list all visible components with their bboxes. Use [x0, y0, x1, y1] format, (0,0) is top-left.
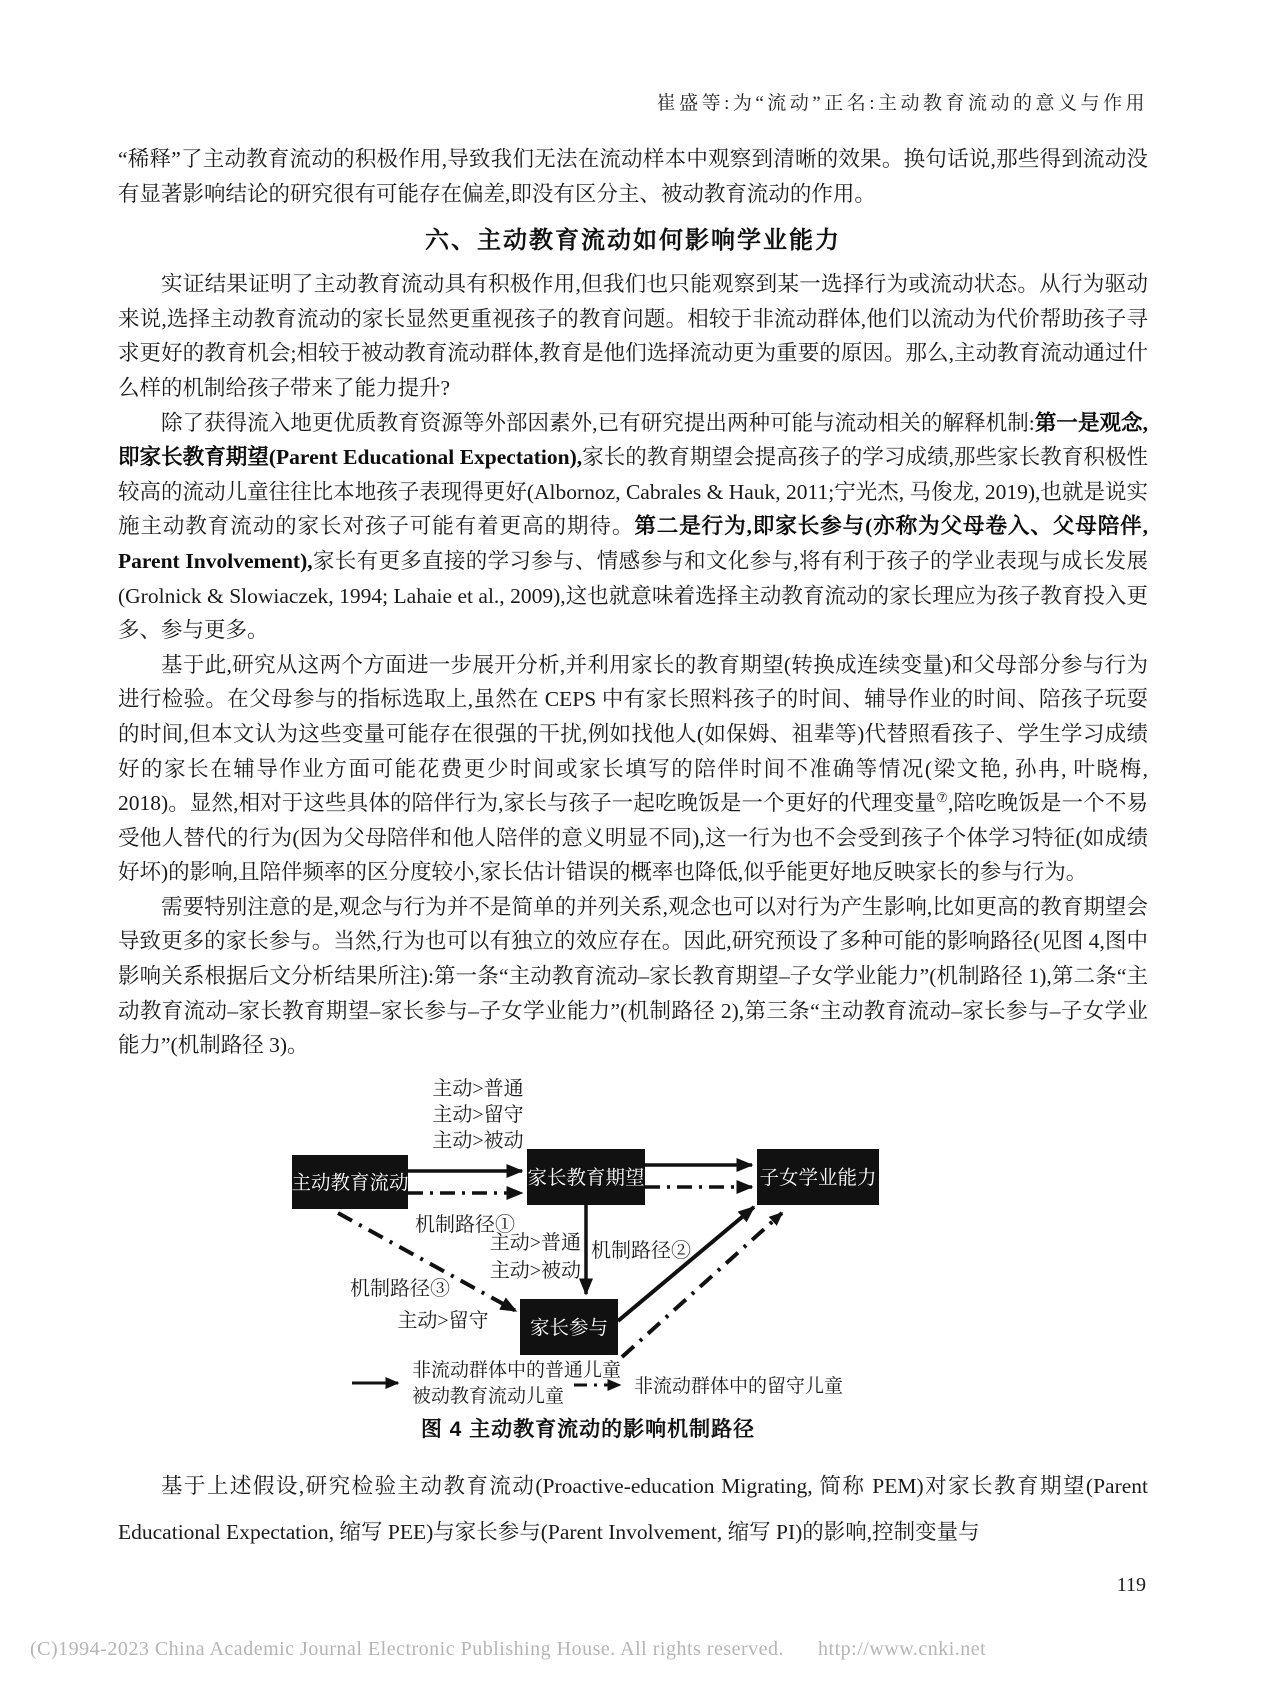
label-mechanism-path-1: 机制路径①	[415, 1213, 515, 1236]
article-body	[118, 142, 1148, 1555]
footer	[30, 1638, 986, 1661]
paragraph: 实证结果证明了主动教育流动具有积极作用,但我们也只能观察到某一选择行为或流动状态。从行为驱动来说,选择主动教育流动的家长显然更重视孩子的教育问题。相较于非流动群体,他们以流动为代价帮助孩子寻求更好的教育机会;相较于被动教育流动群体,教育是他们选择流动更为重要的原因。那么,主动教育流动通过什么样的机制给孩子带来了能力提升?	[118, 272, 1148, 400]
edge-label-active-gt-ordinary: 主动>普通	[432, 1077, 524, 1100]
label-mechanism-path-2: 机制路径②	[591, 1239, 691, 1262]
paragraph-final: 基于上述假设,研究检验主动教育流动(Proactive-education Migrating, 简称 PEM)对家长教育期望(Parent Educational Expectation, 缩写 PEE)与家长参与(Parent Involvement, 缩写 PI)的影响,控制变量与	[118, 1474, 1148, 1545]
text-segment: ,陪吃晚饭是一个不易受他人替代的行为(因为父母陪伴和他人陪伴的意义明显不同),这一行为也不会受到孩子个体学习特征(如成绩好坏)的影响,且陪伴频率的区分度较小,家长估计错误的概率也降低,似乎能更好地反映家长的参与行为。	[118, 791, 1148, 885]
node-proactive-migration-label: 主动教育流动	[291, 1171, 409, 1194]
edge-label-active-gt-passive: 主动>被动	[432, 1129, 524, 1152]
node-child-ability-label: 子女学业能力	[759, 1166, 877, 1189]
edge-label-active-gt-leftbehind-2: 主动>留守	[397, 1309, 489, 1332]
paragraph-with-footnote	[118, 648, 1148, 890]
paragraph-continued: “稀释”了主动教育流动的积极作用,导致我们无法在流动样本中观察到清晰的效果。换句话说,那些得到流动没有显著影响结论的研究很有可能存在偏差,即没有区分主、被动教育流动的作用。	[118, 147, 1148, 206]
legend-solid-text-line1: 非流动群体中的普通儿童	[412, 1359, 622, 1381]
edge-label-active-gt-passive-2: 主动>被动	[489, 1259, 581, 1282]
edge-label-active-gt-ordinary-2: 主动>普通	[489, 1231, 581, 1254]
section-heading: 六、主动教育流动如何影响学业能力	[425, 227, 841, 255]
footer-copyright: (C)1994-2023 China Academic Journal Electronic Publishing House. All rights reserved.	[30, 1638, 785, 1660]
legend-solid-text-line2: 被动教育流动儿童	[412, 1385, 565, 1407]
text-segment: 家长有更多直接的学习参与、情感参与和文化参与,将有利于孩子的学业表现与成长发展(Grolnick & Slowiaczek, 1994; Lahaie et al., 2009),这也就意味着选择主动教育流动的家长理应为孩子教育投入更多、参与更多。	[118, 548, 1148, 643]
page-number: 119	[1116, 1574, 1146, 1596]
mechanism-path-diagram	[288, 1071, 888, 1407]
legend-dashdot-text: 非流动群体中的留守儿童	[634, 1375, 844, 1397]
node-parent-involvement-label: 家长参与	[529, 1316, 609, 1339]
node-parent-expectation-label: 家长教育期望	[527, 1166, 645, 1189]
bold-text-segment: 第一是观念,即家长教育期望(Parent Educational Expectation),	[118, 410, 1148, 470]
label-mechanism-path-3: 机制路径③	[350, 1277, 450, 1300]
text-segment: 基于此,研究从这两个方面进一步展开分析,并利用家长的教育期望(转换成连续变量)和父母部分参与行为进行检验。在父母参与的指标选取上,虽然在 CEPS 中有家长照料孩子的时间、辅导作业的时间、陪孩子玩耍的时间,但本文认为这些变量可能存在很强的干扰,例如找他人(如保姆、祖辈等)代替照看孩子、学生学习成绩好的家长在辅导作业方面可能花费更少时间或家长填写的陪伴时间不准确等情况(梁文艳, 孙冉, 叶晓梅, 2018)。显然,相对于这些具体的陪伴行为,家长与孩子一起吃晚饭是一个更好的代理变量	[118, 652, 1148, 816]
text-segment: 除了获得流入地更优质教育资源等外部因素外,已有研究提出两种可能与流动相关的解释机制:	[161, 410, 1035, 435]
arrow-pi-to-ability-dashdot	[622, 1213, 782, 1357]
footer-url: http://www.cnki.net	[818, 1638, 987, 1660]
paragraph: 需要特别注意的是,观念与行为并不是简单的并列关系,观念也可以对行为产生影响,比如更高的教育期望会导致更多的家长参与。当然,行为也可以有独立的效应存在。因此,研究预设了多种可能的影响路径(见图 4,图中影响关系根据后文分析结果所注):第一条“主动教育流动–家长教育期望–子女学业能力”(机制路径 1),第二条“主动教育流动–家长教育期望–家长参与–子女学业能力”(机制路径 2),第三条“主动教育流动–家长参与–子女学业能力”(机制路径 3)。	[118, 894, 1148, 1058]
bold-text-segment: 第二是行为,即家长参与(亦称为父母卷入、父母陪伴, Parent Involvement),	[118, 514, 1148, 573]
running-header: 崔盛等:为“流动”正名:主动教育流动的意义与作用	[656, 93, 1148, 114]
edge-label-active-gt-leftbehind: 主动>留守	[432, 1103, 524, 1126]
figure-4	[288, 1071, 888, 1448]
text-segment: 家长的教育期望会提高孩子的学习成绩,那些家长教育积极性较高的流动儿童往往比本地孩子表现得更好(Albornoz, Cabrales & Hauk, 2011;宁光杰, 马俊龙, 2019),也就是说实施主动教育流动的家长对孩子可能有着更高的期待。	[118, 445, 1148, 539]
paragraph-with-bold	[118, 406, 1148, 648]
footnote-marker: ⑦	[936, 789, 948, 805]
arrow-pi-to-ability-solid	[618, 1207, 754, 1321]
figure-caption: 图 4 主动教育流动的影响机制路径	[420, 1417, 756, 1441]
